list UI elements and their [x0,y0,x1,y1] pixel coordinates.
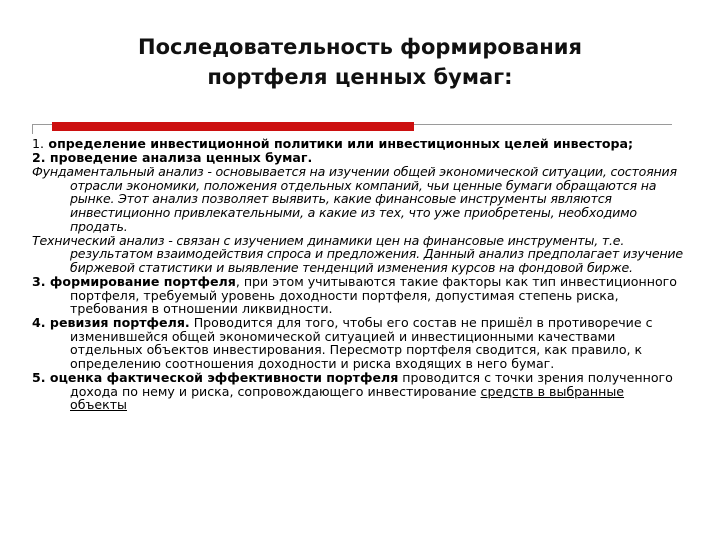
list-item-4 [32,316,684,370]
title-divider-side-tick [32,124,33,134]
list-item-1-number: 1. [32,136,45,151]
list-item-5-heading: 5. оценка фактической эффективности портфеля [32,370,399,386]
fundamental-analysis-text: Фундаментальный анализ - основывается на изучении общей экономической ситуации, состояния отрасли экономики, положения отдельных компаний, чьи ценные бумаги обращаются на рынке. Этот анализ позволяет выявить, какие финансовые инструменты являются инвестиционно привлекательными, а какие из тех, что уже приобретены, необходимо продать. [32,164,677,234]
slide-title-line-1: Последовательность формирования [138,35,582,59]
slide-body [32,137,684,412]
list-item-1-text: определение инвестиционной политики или инвестиционных целей инвестора; [44,136,634,151]
list-item-5-text: проводится с точки зрения полученного дохода по нему и риска, сопровождающего инвестирование [70,370,673,399]
list-item-3-heading: 3. формирование портфеля [32,273,236,289]
list-item-4-text: Проводится для того, чтобы его состав не пришёл в противоречие с изменившейся общей экономической ситуацией и инвестиционными качествами отдельных объектов инвестирования. Пересмотр портфеля сводится, как правило, к определению соотношения доходности и риска входящих в него бумаг. [70,315,653,371]
title-accent-bar [52,122,414,131]
list-item-3-text: , при этом учитываются такие факторы как тип инвестиционного портфеля, требуемый уровень доходности портфеля, допустимая степень риска, требования в отношении ликвидности. [70,273,677,317]
list-item-5-underlined-text: средств в выбранные объекты [70,383,625,413]
list-item-4-heading: 4. ревизия портфеля. [32,315,190,331]
slide-title [60,32,660,92]
fundamental-analysis-paragraph [32,165,684,233]
list-item-5 [32,371,684,412]
list-item-2 [32,151,684,165]
list-item-3 [32,275,684,316]
list-item-1 [32,137,684,151]
list-item-2-text: 2. проведение анализа ценных бумаг. [32,150,313,166]
technical-analysis-text: Технический анализ - связан с изучением динамики цен на финансовые инструменты, т.е. результатом взаимодействия спроса и предложения. Данный анализ предполагает изучение биржевой статистики и выявление тенденций изменения курсов на фондовой бирже. [32,232,683,275]
technical-analysis-paragraph [32,234,684,275]
slide-title-line-2: портфеля ценных бумаг: [207,65,513,89]
